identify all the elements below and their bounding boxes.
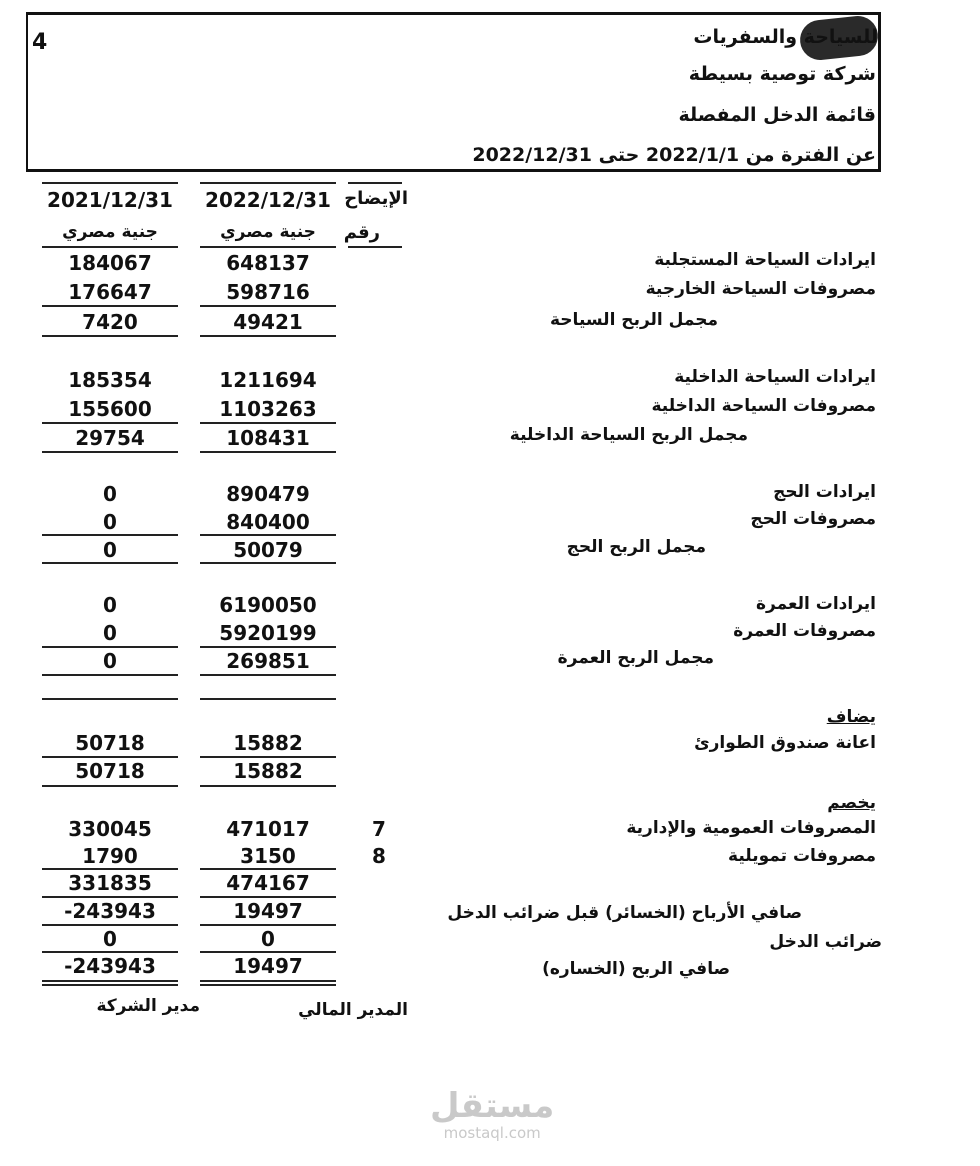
value-2021: 7420 (82, 310, 138, 334)
col-currency-2021: جنية مصري (62, 222, 158, 242)
value-2022: 6190050 (219, 593, 317, 617)
value-2021: 29754 (75, 426, 145, 450)
rule (200, 984, 336, 986)
value-2021: 330045 (68, 817, 152, 841)
rule (200, 674, 336, 676)
value-2021-final: -243943 (64, 954, 156, 978)
value-2021-total: 50718 (75, 759, 145, 783)
col-header-note-number: رقم (343, 222, 380, 243)
rule (200, 646, 336, 648)
col-header-2021: 2021/12/31 (47, 188, 173, 212)
header-statement-title: قائمة الدخل المفصلة (678, 104, 876, 126)
rule (200, 756, 336, 758)
row-label-subtotal: مجمل الربح السياحة الداخلية (509, 425, 748, 445)
signature-financial-manager: المدير المالي (298, 1000, 408, 1020)
value-2022: 3150 (240, 844, 296, 868)
rule (200, 451, 336, 453)
rule (42, 335, 178, 337)
section-add-heading: يضاف (826, 707, 876, 727)
rule (42, 674, 178, 676)
value-2021: 0 (103, 621, 117, 645)
row-label: ايرادات السياحة الداخلية (674, 367, 876, 387)
value-2021: 155600 (68, 397, 152, 421)
rule (42, 182, 178, 184)
rule (200, 896, 336, 898)
value-2022: 1211694 (219, 368, 317, 392)
signature-company-manager: مدير الشركة (96, 996, 200, 1016)
value-2021: 0 (103, 510, 117, 534)
rule (42, 451, 178, 453)
row-label-net-profit: صافي الربح (الخساره) (542, 959, 730, 979)
value-2021: 1790 (82, 844, 138, 868)
rule (42, 646, 178, 648)
rule (200, 924, 336, 926)
row-label: اعانة صندوق الطوارئ (694, 733, 876, 753)
rule (200, 868, 336, 870)
row-label: مصروفات الحج (750, 509, 876, 529)
value-2021: 185354 (68, 368, 152, 392)
rule (42, 534, 178, 536)
rule (200, 305, 336, 307)
rule (42, 785, 178, 787)
row-label: ايرادات السياحة المستجلبة (654, 250, 876, 270)
row-label: ضرائب الدخل (769, 932, 882, 952)
row-label-subtotal: مجمل الربح الحج (566, 537, 706, 557)
row-label: مصروفات السياحة الداخلية (651, 396, 876, 416)
header-company-suffix: للسياحة والسفريات (693, 26, 878, 48)
row-label: مصروفات السياحة الخارجية (645, 279, 876, 299)
note-number: 8 (372, 844, 386, 868)
value-2022: 1103263 (219, 397, 317, 421)
rule (42, 868, 178, 870)
rule (200, 562, 336, 564)
value-2022: 50079 (233, 538, 303, 562)
value-2021: 0 (103, 593, 117, 617)
watermark-url: mostaql.com (443, 1124, 541, 1142)
value-2021: 0 (103, 538, 117, 562)
rule (42, 896, 178, 898)
value-2021-total: 331835 (68, 871, 152, 895)
value-2021: 50718 (75, 731, 145, 755)
row-label-subtotal: مجمل الربح العمرة (557, 648, 714, 668)
rule (42, 698, 178, 700)
rule (348, 246, 402, 248)
rule (42, 980, 178, 982)
value-2021: 0 (103, 649, 117, 673)
row-label: ايرادات الحج (773, 482, 876, 502)
value-2022: 471017 (226, 817, 310, 841)
rule (200, 980, 336, 982)
value-2022: 648137 (226, 251, 310, 275)
row-label: ايرادات العمرة (756, 594, 876, 614)
rule (200, 335, 336, 337)
rule (200, 951, 336, 953)
rule (200, 182, 336, 184)
page-number: 4 (32, 30, 48, 55)
watermark (430, 1088, 554, 1142)
rule (348, 182, 402, 184)
rule (42, 951, 178, 953)
value-2022-total: 474167 (226, 871, 310, 895)
value-2022: 19497 (233, 899, 303, 923)
value-2022: 49421 (233, 310, 303, 334)
row-label: المصروفات العمومية والإدارية (626, 818, 876, 838)
col-header-2022: 2022/12/31 (205, 188, 331, 212)
note-number: 7 (372, 817, 386, 841)
rule (42, 246, 178, 248)
rule (200, 698, 336, 700)
header-period: عن الفترة من 2022/1/1 حتى 2022/12/31 (472, 144, 876, 166)
row-label-net-before-tax: صافي الأرباح (الخسائر) قبل ضرائب الدخل (447, 903, 802, 923)
rule (200, 534, 336, 536)
value-2022: 269851 (226, 649, 310, 673)
value-2021: 0 (103, 927, 117, 951)
value-2022: 840400 (226, 510, 310, 534)
value-2021: 176647 (68, 280, 152, 304)
value-2022: 108431 (226, 426, 310, 450)
rule (42, 305, 178, 307)
value-2022: 890479 (226, 482, 310, 506)
rule (200, 422, 336, 424)
col-header-note: الإيضاح (344, 188, 408, 209)
value-2022: 15882 (233, 731, 303, 755)
value-2021: -243943 (64, 899, 156, 923)
value-2021: 184067 (68, 251, 152, 275)
rule (42, 422, 178, 424)
value-2022: 5920199 (219, 621, 317, 645)
section-deduct-heading: يخصم (827, 793, 876, 813)
row-label: مصروفات تمويلية (728, 846, 876, 866)
rule (42, 924, 178, 926)
rule (42, 984, 178, 986)
header-company-type: شركة توصية بسيطة (688, 63, 876, 85)
value-2022-total: 15882 (233, 759, 303, 783)
rule (42, 562, 178, 564)
value-2022: 0 (261, 927, 275, 951)
value-2022-final: 19497 (233, 954, 303, 978)
watermark-brand: مستقل (430, 1086, 555, 1126)
rule (200, 246, 336, 248)
row-label: مصروفات العمرة (733, 621, 876, 641)
rule (200, 785, 336, 787)
col-currency-2022: جنية مصري (220, 222, 316, 242)
value-2021: 0 (103, 482, 117, 506)
rule (42, 756, 178, 758)
row-label-subtotal: مجمل الربح السياحة (550, 310, 718, 330)
value-2022: 598716 (226, 280, 310, 304)
